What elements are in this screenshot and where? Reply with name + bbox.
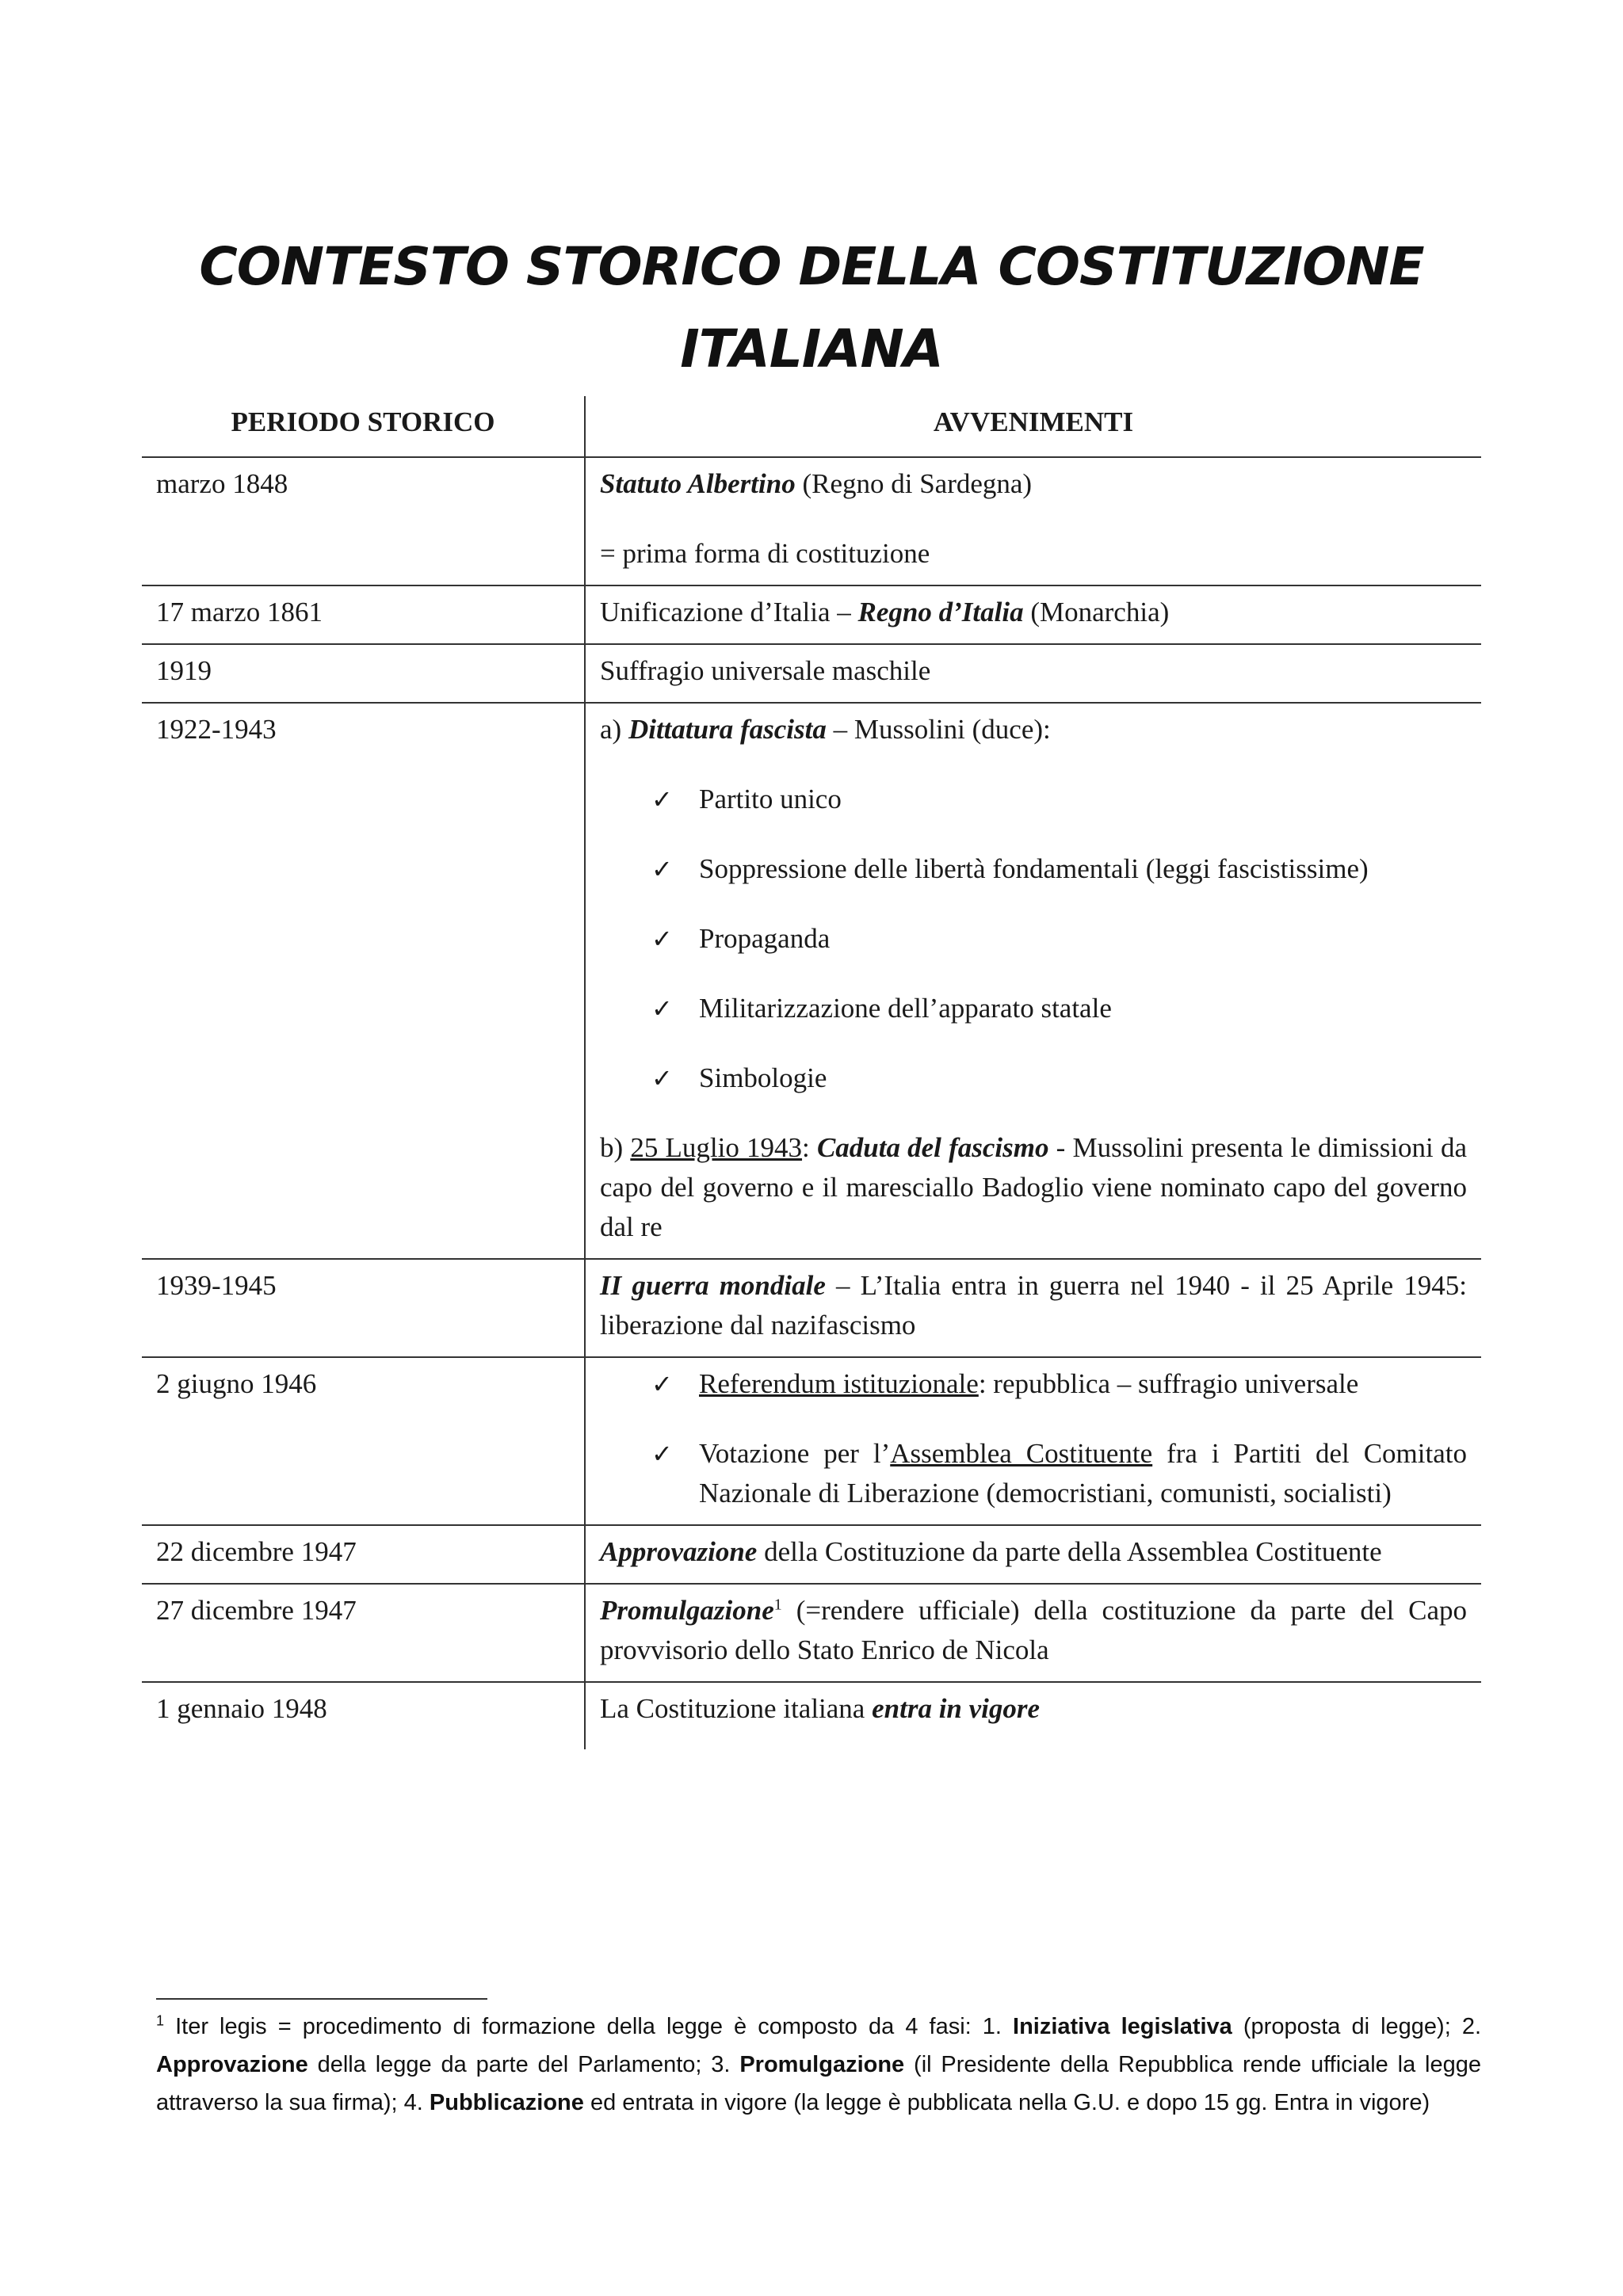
event-highlight: II guerra mondiale [600,1270,826,1301]
checkmark-icon: ✓ [651,1439,673,1469]
row-events [584,1585,1481,1681]
event-text: – L’Italia entra in guerra nel 1940 - il 25 Aprile 1945: liberazione dal nazifascismo [600,1270,1468,1341]
table-header-row [142,396,1481,456]
footnote-text: della legge da parte del Parlamento; 3. [307,2052,740,2077]
event-text: - Mussolini presenta le dimissioni da capo del governo e il maresciallo Badoglio viene nominato capo del governo dal re [600,1132,1467,1242]
table-row [142,456,1481,585]
list-item [600,849,1467,889]
footnote [156,2008,1481,2122]
check-list [600,1364,1467,1513]
row-date: 1 gennaio 1948 [156,1693,327,1724]
event-term: Referendum istituzionale [699,1368,979,1399]
checkmark-icon: ✓ [651,784,673,814]
footnote-term: Approvazione [156,2052,308,2077]
row-date: 2 giugno 1946 [156,1368,317,1399]
row-events [584,458,1481,585]
footnote-term: Promulgazione [739,2052,905,2077]
row-events [584,645,1481,702]
event-line: = prima forma di costituzione [600,538,930,569]
list-item-text: Propaganda [699,923,831,954]
event-line [600,593,1467,632]
event-text: a) [600,714,628,745]
event-highlight: Promulgazione [600,1595,774,1626]
event-highlight: Dittatura fascista [628,714,827,745]
footnote-text: ed entrata in vigore (la legge è pubblicata nella G.U. e dopo 15 gg. Entra in vigore) [583,2090,1430,2115]
footnote-reference[interactable]: 1 [773,1596,782,1614]
event-text: b) [600,1132,631,1163]
row-events [584,1260,1481,1356]
table-row [142,1258,1481,1356]
row-events [584,704,1481,1258]
table-row [142,585,1481,643]
document-title: CONTESTO STORICO DELLA COSTITUZIONE ITALIANA [199,236,1424,379]
event-text: fra i Partiti del Comitato Nazionale di Liberazione (democristiani, comunisti, socialisti) [699,1438,1467,1508]
footnote-text: (proposta di legge); 2. [1232,2014,1482,2039]
event-highlight: entra in vigore [872,1693,1041,1724]
row-date: 17 marzo 1861 [156,597,323,627]
event-text: della Costituzione da parte della Assemblea Costituente [757,1536,1382,1567]
event-text: : [802,1132,817,1163]
list-item-text: Simbologie [699,1062,827,1093]
row-events [584,586,1481,643]
table-row [142,1681,1481,1749]
event-text: (Monarchia) [1023,597,1170,627]
event-text: (=rendere ufficiale) della costituzione da parte del Capo provvisorio dello Stato Enrico de Nicola [600,1595,1467,1665]
checkmark-icon: ✓ [651,924,673,954]
event-line: Suffragio universale maschile [600,655,931,686]
event-text: : repubblica – suffragio universale [978,1368,1359,1399]
row-date: marzo 1848 [156,468,288,499]
event-line [600,1128,1467,1247]
table-row [142,1583,1481,1681]
list-item [600,1364,1467,1404]
list-item [600,1058,1467,1098]
footnote-text: (il Presidente della Repubblica rende ufficiale la legge attraverso la sua firma); 4. [156,2052,1481,2115]
checkmark-icon: ✓ [651,1063,673,1093]
table-row [142,1356,1481,1524]
list-item-text [699,1364,1467,1404]
history-table [142,396,1481,1749]
event-term: Assemblea Costituente [890,1438,1153,1469]
footnote-separator [156,1998,487,2000]
event-highlight: Approvazione [600,1536,758,1567]
event-highlight: Caduta del fascismo [816,1132,1049,1163]
event-text: – Mussolini (duce): [826,714,1051,745]
row-date: 1919 [156,655,212,686]
list-item-text [699,1434,1467,1513]
event-line [600,1591,1467,1670]
list-item [600,989,1467,1028]
table-row [142,1524,1481,1583]
row-date: 1922-1943 [156,714,277,745]
checkmark-icon: ✓ [651,994,673,1024]
event-highlight: Statuto Albertino [600,468,796,499]
event-text: La Costituzione italiana [600,1693,873,1724]
checkmark-icon: ✓ [651,1369,673,1399]
footnote-mark: 1 [156,2012,165,2029]
event-text: Votazione per l’ [699,1438,891,1469]
column-header-events: AVVENIMENTI [584,396,1481,456]
event-line [600,1266,1467,1345]
footnote-term: Pubblicazione [429,2090,584,2115]
list-item [600,1434,1467,1513]
checkmark-icon: ✓ [651,854,673,884]
event-line [600,464,1467,504]
row-date: 22 dicembre 1947 [156,1536,357,1567]
list-item [600,919,1467,959]
table-row [142,702,1481,1258]
row-events [584,1683,1481,1749]
row-date: 27 dicembre 1947 [156,1595,357,1626]
footnote-text: Iter legis = procedimento di formazione della legge è composto da 4 fasi: 1. [164,2014,1014,2039]
table-row [142,643,1481,702]
row-events [584,1358,1481,1524]
list-item-text: Partito unico [699,784,842,814]
check-list [600,780,1467,1098]
event-line [600,710,1467,749]
column-header-period: PERIODO STORICO [231,406,495,437]
event-date: 25 Luglio 1943 [630,1132,803,1163]
list-item-text: Soppressione delle libertà fondamentali (leggi fascistissime) [699,853,1369,884]
event-text: (Regno di Sardegna) [795,468,1033,499]
event-line [600,1532,1467,1572]
list-item-text: Militarizzazione dell’apparato statale [699,993,1112,1024]
event-highlight: Regno d’Italia [857,597,1024,627]
event-text: Unificazione d’Italia – [600,597,858,627]
row-date: 1939-1945 [156,1270,277,1301]
list-item [600,780,1467,819]
footnote-term: Iniziativa legislativa [1013,2014,1232,2039]
event-line [600,1689,1467,1729]
row-events [584,1526,1481,1583]
